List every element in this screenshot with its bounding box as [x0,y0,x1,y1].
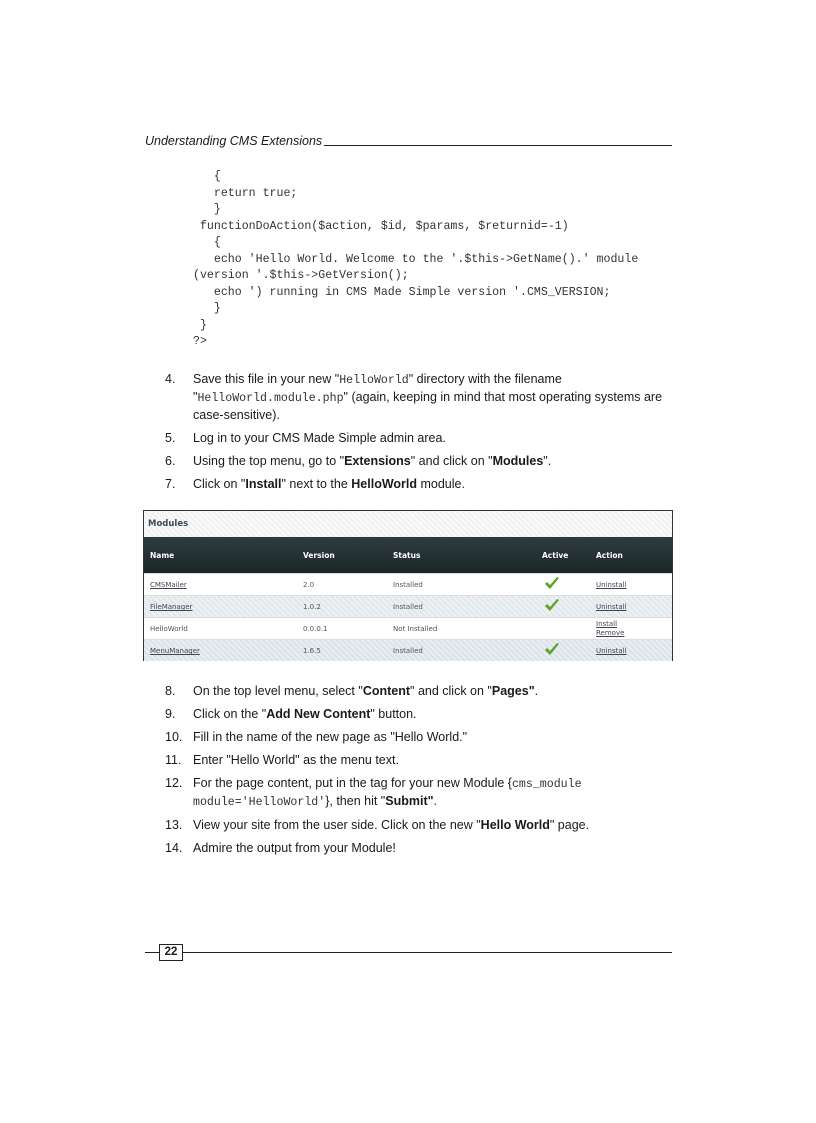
module-name-link[interactable]: FileManager [150,603,193,611]
table-row: MenuManager 1.6.5 Installed Uninstall [144,639,672,661]
step-12: 12. For the page content, put in the tag for your new Module {cms_module module='HelloWorld'}, then hit "Submit". [165,776,582,809]
table-row: CMSMailer 2.0 Installed Uninstall [144,573,672,595]
modules-screenshot [143,510,673,661]
chapter-title: Understanding CMS Extensions [145,134,323,148]
install-link[interactable]: Install [596,620,618,628]
remove-link[interactable]: Remove [596,629,625,637]
running-header [145,134,672,152]
col-status: Status [393,551,421,560]
page-footer [145,944,672,962]
modules-title: Modules [144,511,672,537]
step-5: 5. Log in to your CMS Made Simple admin area. [165,431,446,445]
active-check-icon [544,599,560,613]
step-6: 6. Using the top menu, go to "Extensions" and click on "Modules". [165,454,552,468]
table-row: FileManager 1.0.2 Installed Uninstall [144,595,672,617]
steps-list-a [145,371,675,499]
module-name-link[interactable]: CMSMailer [150,581,187,589]
step-4: 4. Save this file in your new "HelloWorld" directory with the filename "HelloWorld.module.php" (again, keeping in mind that most operating systems are case-sensitive). [165,372,663,422]
step-13: 13. View your site from the user side. Click on the new "Hello World" page. [165,818,590,832]
module-name-link[interactable]: MenuManager [150,647,200,655]
page-number: 22 [159,944,183,961]
steps-list-b [145,683,675,863]
col-active: Active [542,551,569,560]
modules-table-header [144,537,672,573]
step-9: 9. Click on the "Add New Content" button. [165,707,417,721]
uninstall-link[interactable]: Uninstall [596,581,627,589]
step-11: 11. Enter "Hello World" as the menu text. [165,753,399,767]
module-name: HelloWorld [150,625,188,633]
active-check-icon [544,577,560,591]
footer-rule [145,952,672,953]
step-7: 7. Click on "Install" next to the HelloWorld module. [165,477,465,491]
step-8: 8. On the top level menu, select "Content" and click on "Pages". [165,684,539,698]
uninstall-link[interactable]: Uninstall [596,603,627,611]
active-check-icon [544,643,560,657]
col-action: Action [596,551,623,560]
col-name: Name [150,551,175,560]
step-10: 10. Fill in the name of the new page as "Hello World." [165,730,468,744]
code-block: { return true; } functionDoAction($action, $id, $params, $returnid=-1) { echo 'Hello World. Welcome to the '.$this->GetName().' module (version '.$this->GetVersion(); echo ') running in CMS Made Simple version '.CMS_VERSION; } } ?> [193,170,639,348]
step-14: 14. Admire the output from your Module! [165,841,396,855]
uninstall-link[interactable]: Uninstall [596,647,627,655]
table-row: HelloWorld 0.0.0.1 Not Installed Install Remove [144,617,672,639]
action-links [596,620,624,638]
col-version: Version [303,551,335,560]
